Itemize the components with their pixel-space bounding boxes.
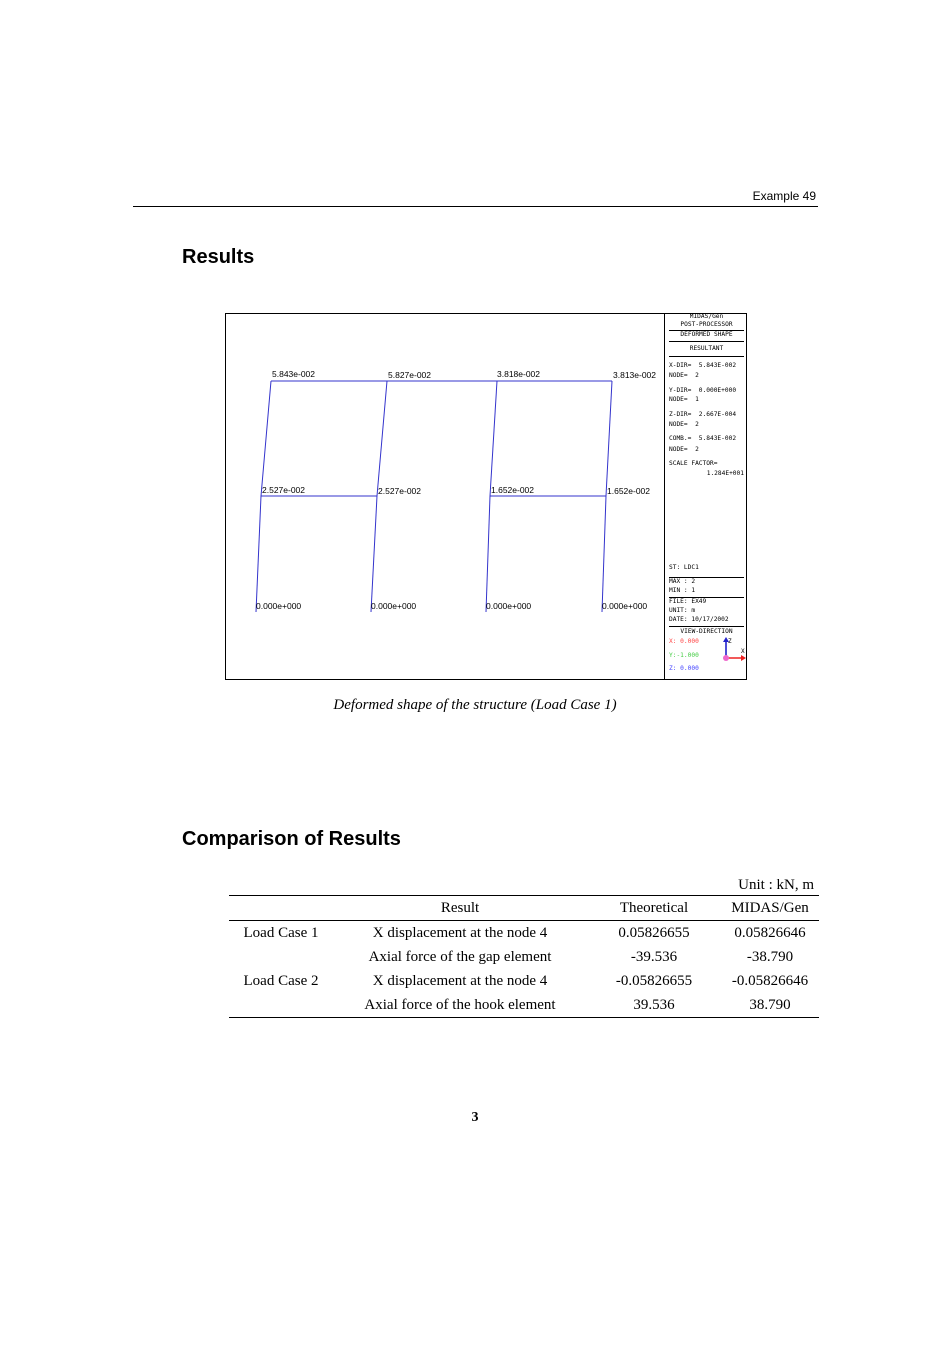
node-label: 3.813e-002 (613, 370, 657, 380)
svg-text:X: X (741, 648, 745, 655)
legend-scale-label: SCALE FACTOR= (669, 460, 718, 467)
frame-lines (256, 381, 612, 612)
node-label: 1.652e-002 (607, 486, 651, 496)
legend-min: MIN : 1 (669, 587, 696, 594)
figure-caption: Deformed shape of the structure (Load Case 1) (333, 697, 617, 713)
running-header (133, 190, 818, 207)
table-row (229, 969, 819, 993)
column-3-upper (490, 381, 497, 496)
table-row (229, 945, 819, 969)
node-label: 0.000e+000 (371, 601, 417, 611)
table-cell: 38.790 (721, 993, 819, 1018)
column-1-upper (261, 381, 271, 496)
table-row (229, 921, 819, 946)
legend-mode: DEFORMED SHAPE (680, 331, 733, 338)
node-label: 2.527e-002 (378, 486, 422, 496)
page-number: 3 (471, 1110, 479, 1125)
table-cell: -38.790 (746, 948, 794, 965)
node-label: 5.843e-002 (272, 369, 316, 379)
legend-xdir-node: NODE= 2 (669, 372, 699, 379)
deformed-shape-figure (225, 313, 747, 680)
unit-note: Unit : kN, m (738, 877, 814, 893)
node-label: 1.652e-002 (491, 485, 535, 495)
legend-scale-value: 1.284E+001 (706, 470, 744, 477)
column-4-upper (606, 381, 612, 496)
node-label: 2.527e-002 (262, 485, 306, 495)
table-cell: -0.05826646 (731, 972, 809, 989)
legend-component: RESULTANT (689, 345, 724, 352)
table-cell: -0.05826655 (615, 972, 693, 989)
legend-view-title: VIEW-DIRECTION (680, 628, 733, 635)
legend-zdir: Z-DIR= 2.667E-004 (669, 411, 737, 418)
legend-ydir: Y-DIR= 0.000E+000 (669, 387, 737, 394)
table-header-row (229, 896, 819, 921)
legend-ydir-node: NODE= 1 (669, 396, 699, 403)
legend-comb-node: NODE= 2 (669, 446, 699, 453)
node-label: 5.827e-002 (388, 370, 432, 380)
table-cell: X displacement at the node 4 (372, 972, 548, 989)
post-processor-legend (664, 314, 747, 679)
node-label: 0.000e+000 (602, 601, 648, 611)
node-label: 3.818e-002 (497, 369, 541, 379)
running-title: Example 49 (752, 189, 816, 203)
table-cell: Load Case 2 (243, 972, 319, 989)
results-heading: Results (182, 246, 255, 268)
legend-xdir: X-DIR= 5.843E-002 (669, 362, 737, 369)
table-cell: 39.536 (587, 993, 721, 1018)
column-2-upper (377, 381, 387, 496)
table-cell: Axial force of the gap element (368, 948, 552, 965)
node-label: 0.000e+000 (256, 601, 302, 611)
header-cell: MIDAS/Gen (721, 896, 819, 921)
legend-view-y: Y:-1.000 (669, 652, 699, 659)
header-cell (229, 896, 333, 921)
table-cell: -39.536 (630, 948, 678, 965)
node-labels (256, 369, 656, 611)
node-label: 0.000e+000 (486, 601, 532, 611)
legend-comb: COMB.= 5.843E-002 (669, 435, 737, 442)
column-4-lower (602, 496, 606, 612)
legend-date: DATE: 10/17/2002 (669, 616, 729, 623)
frame-diagram (226, 314, 664, 679)
legend-max: MAX : 2 (669, 578, 696, 585)
table-cell: Load Case 1 (243, 924, 319, 941)
header-cell: Result (333, 896, 587, 921)
table-cell: 0.05826655 (618, 924, 690, 941)
legend-view-z: Z: 0.000 (669, 665, 699, 672)
legend-module: POST-PROCESSOR (680, 321, 733, 328)
svg-text:Z: Z (728, 638, 732, 645)
table-cell: X displacement at the node 4 (372, 924, 548, 941)
legend-zdir-node: NODE= 2 (669, 421, 699, 428)
table-cell (229, 993, 333, 1018)
legend-view-x: X: 0.000 (669, 638, 699, 645)
table-row (229, 993, 819, 1018)
legend-st: ST: LDC1 (669, 564, 699, 571)
table-cell: 0.05826646 (734, 924, 806, 941)
view-axis-icon (719, 636, 747, 664)
legend-file: FILE: EX49 (669, 598, 707, 605)
legend-app: MIDAS/Gen (689, 313, 724, 320)
comparison-table (229, 895, 819, 1018)
column-1-lower (256, 496, 261, 612)
table-cell: Axial force of the hook element (333, 993, 587, 1018)
column-3-lower (486, 496, 490, 612)
table-cell (229, 945, 333, 969)
comparison-heading: Comparison of Results (182, 828, 401, 850)
legend-unit: UNIT: m (669, 607, 696, 614)
header-cell: Theoretical (587, 896, 721, 921)
column-2-lower (371, 496, 377, 612)
